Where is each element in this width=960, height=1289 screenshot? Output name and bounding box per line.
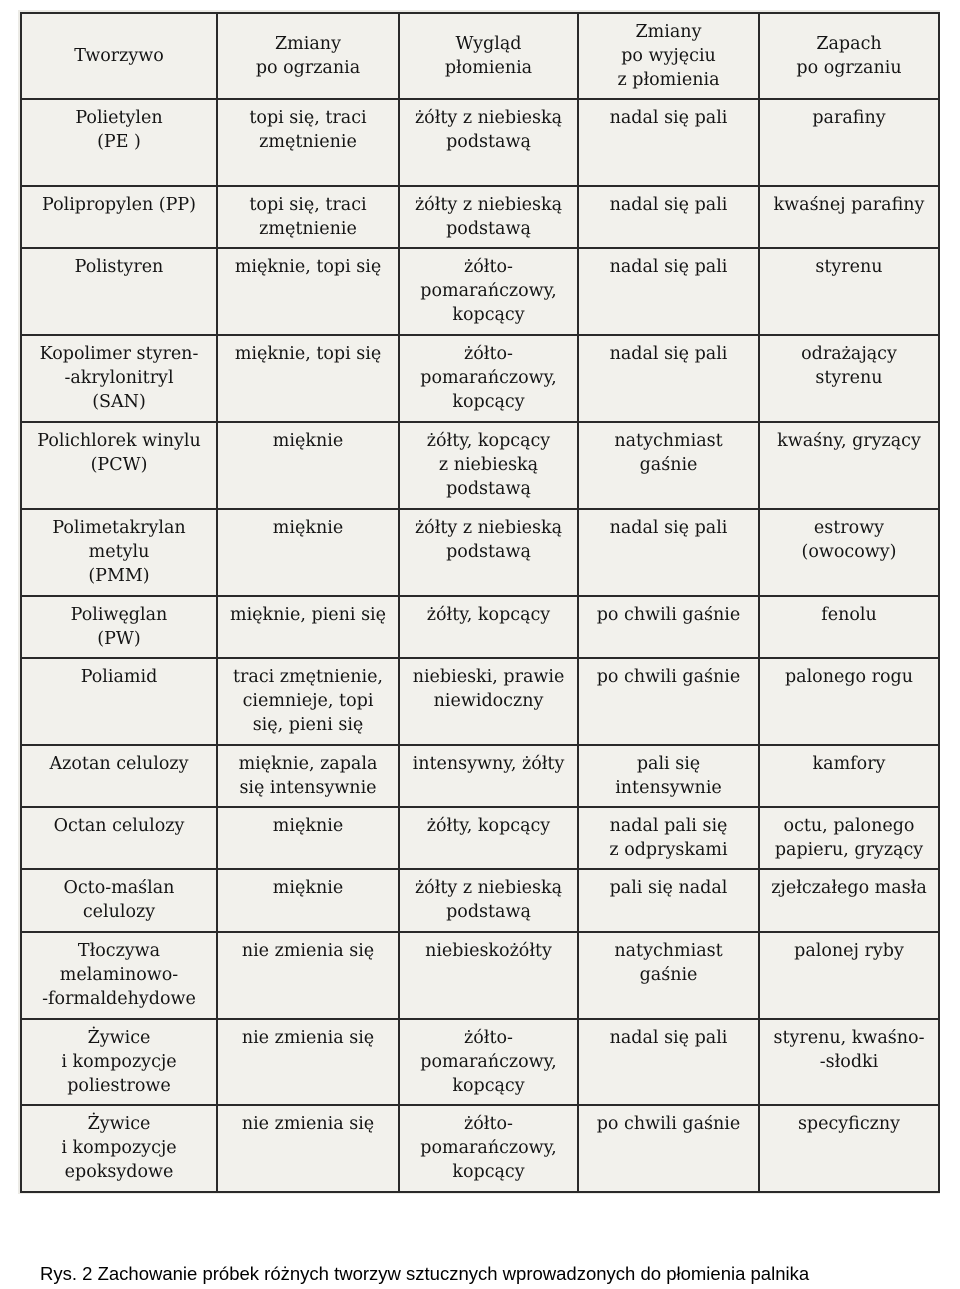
header-heating-changes [217,13,399,99]
cell-odor [759,1105,939,1192]
cell-text-line: traci zmętnienie, [232,667,383,687]
header-text-line: Tworzywo [74,46,164,66]
cell-heating-changes [217,745,399,807]
cell-text-line: żółty, kopcący [426,816,551,836]
cell-text-line: Polichlorek winylu [37,431,201,451]
cell-odor [759,99,939,186]
cell-heating-changes [217,1105,399,1192]
cell-text-line: podstawą [446,132,531,152]
table-row [21,807,939,869]
cell-heating-changes [217,248,399,335]
cell-text-line: topi się, traci [249,195,367,215]
table-row [21,658,939,745]
cell-text-line: palonego rogu [784,667,914,687]
cell-text-line: Tłoczywa [77,941,161,961]
cell-text-line: nadal się pali [609,195,728,215]
cell-text-line: topi się, traci [249,108,367,128]
table-body [21,99,939,1192]
cell-text-line: Azotan celulozy [49,754,189,774]
cell-text-line: parafiny [812,108,886,128]
cell-text-line: niebieski, prawie [412,667,565,687]
cell-flame-appearance [399,99,578,186]
cell-text-line: epoksydowe [64,1162,174,1182]
cell-text-line: zjełczałego masła [771,878,927,898]
cell-heating-changes [217,1019,399,1105]
table-row [21,422,939,509]
cell-text-line: mięknie, topi się [234,344,382,364]
cell-text-line: żółty z niebieską [414,878,563,898]
cell-material [21,99,217,186]
cell-after-removal [578,1105,759,1192]
plastics-flame-test-table [20,12,940,1193]
cell-text-line: Kopolimer styren- [39,344,199,364]
cell-text-line: podstawą [446,219,531,239]
cell-text-line: papieru, gryzący [774,840,924,860]
cell-text-line: kopcący [452,1162,525,1182]
table-row [21,596,939,658]
cell-text-line: mięknie [272,431,344,451]
cell-text-line: z odpryskami [609,840,728,860]
cell-text-line: styrenu [815,368,883,388]
cell-heating-changes [217,422,399,509]
cell-material [21,869,217,932]
cell-text-line: żółto- [464,344,513,364]
cell-odor [759,335,939,422]
cell-odor [759,932,939,1019]
cell-text-line: nie zmienia się [241,1114,375,1134]
cell-text-line: mięknie [272,518,344,538]
cell-text-line: (PMM) [88,566,150,586]
cell-after-removal [578,422,759,509]
cell-material [21,248,217,335]
cell-text-line: Octo-maślan [63,878,175,898]
cell-text-line: nadal się pali [609,257,728,277]
header-after-removal [578,13,759,99]
cell-heating-changes [217,869,399,932]
cell-after-removal [578,745,759,807]
cell-text-line: po chwili gaśnie [596,1114,741,1134]
cell-text-line: nadal się pali [609,344,728,364]
cell-after-removal [578,596,759,658]
cell-material [21,745,217,807]
header-text-line: po ogrzania [255,58,361,78]
cell-text-line: mięknie [272,816,344,836]
cell-odor [759,596,939,658]
cell-text-line: metylu [88,542,150,562]
header-text-line: Zapach [816,34,882,54]
cell-text-line: nadal pali się [609,816,728,836]
cell-material [21,1105,217,1192]
header-text-line: po ogrzaniu [796,58,902,78]
header-text-line: płomienia [444,58,533,78]
cell-odor [759,745,939,807]
cell-text-line: pomarańczowy, [420,1052,557,1072]
cell-text-line: mięknie [272,878,344,898]
cell-text-line: gaśnie [639,455,698,475]
cell-text-line: palonej ryby [794,941,904,961]
cell-text-line: pomarańczowy, [420,368,557,388]
header-text-line: po wyjęciu [621,46,716,66]
cell-text-line: kopcący [452,1076,525,1096]
cell-text-line: (SAN) [92,392,146,412]
header-odor [759,13,939,99]
cell-text-line: (PCW) [90,455,148,475]
cell-text-line: pali się nadal [609,878,728,898]
cell-odor [759,1019,939,1105]
cell-odor [759,186,939,248]
cell-after-removal [578,869,759,932]
cell-text-line: żółto- [464,257,513,277]
header-text-line: Zmiany [275,34,341,54]
cell-text-line: żółty z niebieską [414,518,563,538]
header-text-line: Zmiany [635,22,702,42]
cell-text-line: ciemnieje, topi [242,691,374,711]
header-material [21,13,217,99]
cell-text-line: specyficzny [797,1114,901,1134]
cell-text-line: (PW) [97,629,141,649]
cell-after-removal [578,99,759,186]
cell-odor [759,869,939,932]
cell-text-line: żółty z niebieską [414,195,563,215]
cell-text-line: celulozy [82,902,156,922]
cell-text-line: pali się [636,754,701,774]
cell-flame-appearance [399,186,578,248]
cell-odor [759,807,939,869]
cell-flame-appearance [399,509,578,596]
cell-text-line: mięknie, zapala [238,754,378,774]
cell-text-line: zmętnienie [259,132,357,152]
cell-heating-changes [217,596,399,658]
figure-caption: Rys. 2 Zachowanie próbek różnych tworzyw sztucznych wprowadzonych do płomienia palnika [40,1263,810,1284]
cell-text-line: nadal się pali [609,108,728,128]
cell-material [21,807,217,869]
header-text-line: Wygląd [455,34,522,54]
cell-material [21,1019,217,1105]
cell-text-line: nie zmienia się [241,1028,375,1048]
cell-text-line: podstawą [446,902,531,922]
cell-text-line: z niebieską [438,455,539,475]
cell-odor [759,658,939,745]
cell-text-line: Octan celulozy [53,816,185,836]
cell-text-line: się, pieni się [252,715,364,735]
cell-material [21,186,217,248]
cell-text-line: -formaldehydowe [42,989,196,1009]
cell-odor [759,422,939,509]
table-row [21,1019,939,1105]
cell-text-line: Polimetakrylan [52,518,186,538]
cell-after-removal [578,335,759,422]
cell-text-line: zmętnienie [259,219,357,239]
cell-material [21,335,217,422]
cell-text-line: po chwili gaśnie [596,605,741,625]
cell-flame-appearance [399,932,578,1019]
cell-text-line: natychmiast [614,431,723,451]
table-row [21,1105,939,1192]
cell-text-line: kopcący [452,392,525,412]
cell-text-line: nadal się pali [609,1028,728,1048]
cell-text-line: i kompozycje [61,1052,177,1072]
cell-after-removal [578,248,759,335]
cell-flame-appearance [399,248,578,335]
cell-text-line: Poliamid [80,667,158,687]
table-row [21,248,939,335]
cell-text-line: Żywice [87,1028,151,1048]
cell-material [21,596,217,658]
cell-text-line: intensywnie [615,778,722,798]
cell-after-removal [578,1019,759,1105]
cell-text-line: kopcący [452,305,525,325]
cell-text-line: Poliwęglan [70,605,168,625]
cell-text-line: natychmiast [614,941,723,961]
cell-text-line: żółto- [464,1028,513,1048]
cell-heating-changes [217,932,399,1019]
cell-text-line: niebieskożółty [425,941,552,961]
cell-flame-appearance [399,869,578,932]
cell-text-line: się intensywnie [239,778,377,798]
cell-heating-changes [217,186,399,248]
cell-text-line: (PE ) [97,132,141,152]
cell-text-line: pomarańczowy, [420,1138,557,1158]
table-row [21,932,939,1019]
table-row [21,745,939,807]
cell-text-line: i kompozycje [61,1138,177,1158]
cell-text-line: (owocowy) [801,542,897,562]
cell-heating-changes [217,807,399,869]
cell-flame-appearance [399,335,578,422]
cell-text-line: mięknie, topi się [234,257,382,277]
cell-after-removal [578,186,759,248]
table-row [21,99,939,186]
cell-text-line: styrenu [815,257,883,277]
cell-flame-appearance [399,422,578,509]
cell-text-line: melaminowo- [59,965,179,985]
cell-text-line: -słodki [819,1052,879,1072]
cell-flame-appearance [399,745,578,807]
cell-material [21,658,217,745]
cell-text-line: żółty, kopcący [426,431,551,451]
cell-after-removal [578,658,759,745]
cell-text-line: odrażający [801,344,897,364]
cell-text-line: kwaśny, gryzący [777,431,921,451]
cell-text-line: -akrylonitryl [64,368,174,388]
cell-text-line: estrowy [813,518,885,538]
cell-material [21,422,217,509]
cell-text-line: mięknie, pieni się [229,605,387,625]
cell-text-line: kamfory [812,754,886,774]
table-row [21,186,939,248]
cell-flame-appearance [399,596,578,658]
header-text-line: z płomienia [617,70,720,90]
cell-text-line: Żywice [87,1114,151,1134]
cell-text-line: żółty z niebieską [414,108,563,128]
table-row [21,509,939,596]
cell-text-line: pomarańczowy, [420,281,557,301]
cell-text-line: podstawą [446,479,531,499]
cell-text-line: kwaśnej parafiny [773,195,925,215]
table-row [21,335,939,422]
cell-material [21,932,217,1019]
cell-text-line: Polietylen [75,108,163,128]
cell-text-line: podstawą [446,542,531,562]
cell-heating-changes [217,335,399,422]
table-row [21,869,939,932]
header-flame-appearance [399,13,578,99]
cell-text-line: Polipropylen (PP) [42,195,196,215]
cell-text-line: gaśnie [639,965,698,985]
cell-text-line: poliestrowe [67,1076,171,1096]
table-header-row [21,13,939,99]
cell-text-line: żółto- [464,1114,513,1134]
cell-text-line: nie zmienia się [241,941,375,961]
cell-flame-appearance [399,807,578,869]
cell-heating-changes [217,509,399,596]
cell-text-line: po chwili gaśnie [596,667,741,687]
cell-text-line: intensywny, żółty [412,754,565,774]
cell-after-removal [578,509,759,596]
cell-text-line: Polistyren [74,257,164,277]
cell-after-removal [578,932,759,1019]
cell-heating-changes [217,99,399,186]
cell-text-line: styrenu, kwaśno- [773,1028,925,1048]
cell-text-line: octu, palonego [783,816,915,836]
cell-text-line: niewidoczny [433,691,544,711]
cell-flame-appearance [399,1019,578,1105]
cell-text-line: nadal się pali [609,518,728,538]
cell-odor [759,509,939,596]
cell-material [21,509,217,596]
cell-odor [759,248,939,335]
cell-text-line: żółty, kopcący [426,605,551,625]
cell-heating-changes [217,658,399,745]
cell-text-line: fenolu [821,605,877,625]
cell-after-removal [578,807,759,869]
cell-flame-appearance [399,1105,578,1192]
cell-flame-appearance [399,658,578,745]
